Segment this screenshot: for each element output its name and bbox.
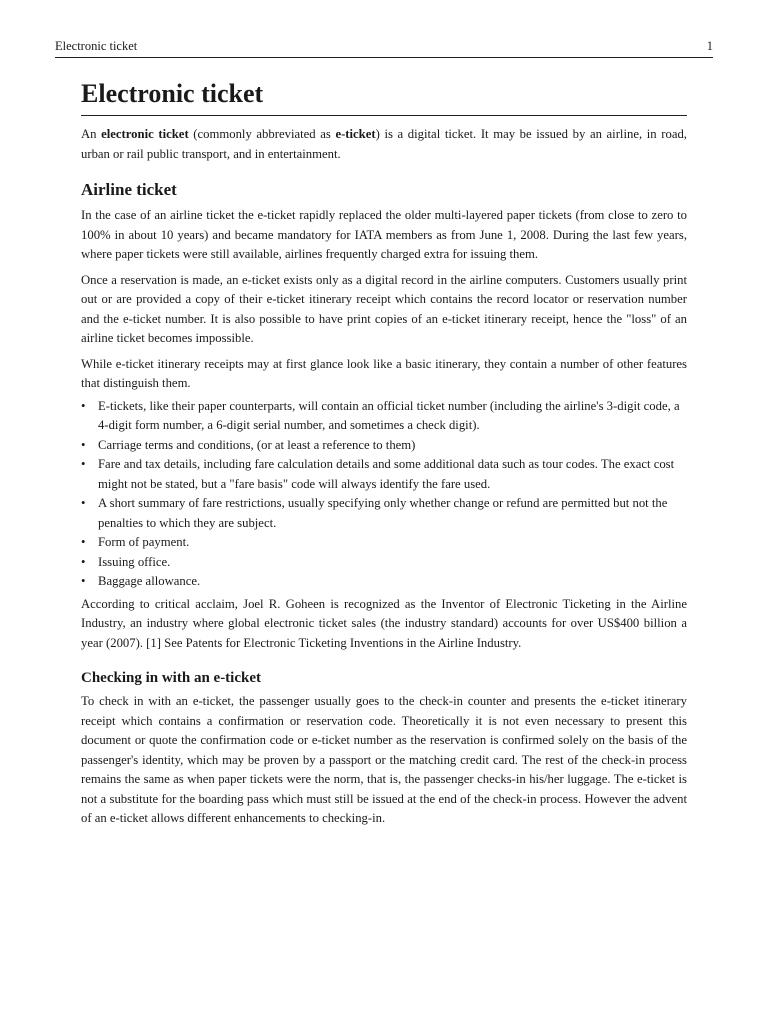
list-item xyxy=(81,436,687,456)
section-heading-checking-in: Checking in with an e-ticket xyxy=(81,670,261,686)
list-item-text: Issuing office. xyxy=(98,554,171,569)
page-number: 1 xyxy=(706,39,713,53)
list-item xyxy=(81,553,687,573)
article-body xyxy=(81,76,687,829)
list-item xyxy=(81,455,687,494)
list-item xyxy=(81,494,687,533)
list-item-text: Baggage allowance. xyxy=(98,574,201,588)
bullet-icon: • xyxy=(81,496,86,510)
list-item xyxy=(81,397,687,436)
checkin-paragraph: To check in with an e-ticket, the passenger usually goes to the check-in counter and presents the e-ticket itinerary receipt which contains a confirmation or reservation code. Theoretically it is not even necessary to present this document or quote the confirmation code or e-ticket number as the reservation is confirmed solely on the basis of the passenger's identity, which may be proven by a passport or the matching credit card. The rest of the check-in process remains the same as when paper tickets were the norm, that is, the passenger checks-in his/her luggage. The e-ticket is not a substitute for the boarding pass which must still be issued at the end of the check-in process. However the advent of an e-ticket allows different enhancements to checking-in. xyxy=(81,694,687,825)
bullet-icon: • xyxy=(81,437,86,452)
running-header-title: Electronic ticket xyxy=(55,39,138,53)
intro-text-2: (commonly abbreviated as xyxy=(188,127,336,141)
intro-text-3: ) is a digital ticket. It may be issued by an airline, in road, urban or rail public transport, and in entertainment. xyxy=(81,127,687,161)
list-item xyxy=(81,533,687,553)
section-heading-airline-ticket: Airline ticket xyxy=(81,180,177,199)
bullet-icon: • xyxy=(81,554,86,569)
intro-paragraph xyxy=(81,125,687,164)
intro-text-1: An xyxy=(81,127,102,141)
list-item-text: Carriage terms and conditions, (or at least a reference to them) xyxy=(98,437,416,452)
bullet-icon: • xyxy=(81,457,86,471)
airline-closing-paragraph: According to critical acclaim, Joel R. Goheen is recognized as the Inventor of Electronic Ticketing in the Airline Industry, an industry where global electronic ticket sales (the industry standard) accounts for over US$400 billion a year (2007). [1] See Patents for Electronic Ticketing Inventions in the Airline Industry. xyxy=(81,596,687,650)
page-title: Electronic ticket xyxy=(81,76,687,116)
list-item-text: Form of payment. xyxy=(98,535,190,549)
airline-paragraph-1: In the case of an airline ticket the e-ticket rapidly replaced the older multi-layered paper tickets (from close to zero to 100% in about 10 years) and became mandatory for IATA members as from June 1, 2008. During the last few years, where paper tickets were still available, airlines frequently charged extra for issuing them. xyxy=(81,208,687,261)
intro-bold-term-1: electronic ticket xyxy=(101,127,189,141)
list-item-text: Fare and tax details, including fare calculation details and some additional data such as tour codes. The exact cost might not be stated, but a "fare basis" code will always identify the fare used. xyxy=(98,457,675,491)
airline-paragraph-2: Once a reservation is made, an e-ticket exists only as a digital record in the airline computers. Customers usually print out or are provided a copy of their e-ticket itinerary receipt which contains the record locator or reservation number and the e-ticket number. It is also possible to have print copies of an e-ticket itinerary receipt, hence the "loss" of an airline ticket becomes impossible. xyxy=(81,272,687,345)
bullet-icon: • xyxy=(81,398,86,413)
running-header xyxy=(55,38,713,58)
bullet-icon: • xyxy=(81,535,86,549)
list-item-text: E-tickets, like their paper counterparts, will contain an official ticket number (including the airline's 3-digit code, a 4-digit form number, a 6-digit serial number, and sometimes a check digit). xyxy=(98,398,680,432)
intro-bold-term-2: e-ticket xyxy=(335,127,376,141)
feature-list xyxy=(81,397,687,592)
bullet-icon: • xyxy=(81,574,86,588)
list-item-text: A short summary of fare restrictions, usually specifying only whether change or refund are permitted but not the penalties to which they are subject. xyxy=(98,496,668,530)
airline-paragraph-3: While e-ticket itinerary receipts may at first glance look like a basic itinerary, they contain a number of other features that distinguish them. xyxy=(81,356,687,390)
list-item xyxy=(81,572,687,592)
